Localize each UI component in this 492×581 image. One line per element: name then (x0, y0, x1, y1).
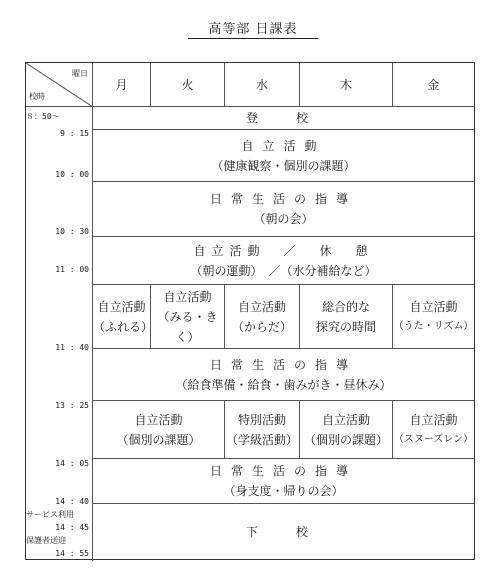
block3-thu (300, 285, 393, 349)
daily-life-row-1 (93, 182, 474, 237)
jiritsu-rest-row (93, 237, 474, 285)
block3-wed (225, 285, 300, 349)
day-header-fri: 金 (393, 63, 474, 107)
time-1100: 11 : 00 (55, 265, 89, 274)
daily-life-row-3-title: 日常生活の指導 (209, 464, 357, 478)
guardian-label: 保護者送迎 (26, 536, 66, 545)
daily-life-row-2-title: 日常生活の指導 (209, 357, 357, 372)
corner-day-label: 曜日 (72, 69, 88, 78)
daily-life-row-1-sub: （朝の会） (253, 212, 314, 226)
jiritsu-row-1 (93, 130, 474, 182)
departure-row: 下 校 (245, 524, 321, 539)
block5-wed-line2: （学級活動） (225, 432, 298, 447)
daily-life-row-3 (93, 459, 474, 504)
page-title: 高等部 日課表 (188, 18, 318, 39)
block3-tue-line1: 自立活動 (163, 289, 212, 304)
block5-wed-line1: 特別活動 (237, 412, 286, 427)
block3-mon-line1: 自立活動 (97, 299, 146, 314)
block3-thu-line2: 探究の時間 (315, 319, 376, 334)
block3-tue-line2: （みる・きく） (157, 309, 218, 344)
day-header-mon: 月 (93, 63, 151, 107)
time-1140: 11 : 40 (55, 343, 89, 352)
block5-mon-tue-line1: 自立活動 (134, 412, 183, 427)
daily-life-row-2-sub: （給食準備・給食・歯みがき・昼休み） (175, 377, 392, 392)
time-column (26, 107, 93, 561)
daily-life-row-3-sub: （身支度・帰りの会） (223, 484, 344, 498)
time-0850: ８：50～ (26, 112, 60, 121)
time-1455: 14 : 55 (55, 549, 89, 558)
daily-life-row-2 (93, 349, 474, 401)
block3-wed-line2: （からだ） (231, 319, 292, 334)
day-header-thu: 木 (300, 63, 393, 107)
block5-fri-line1: 自立活動 (409, 412, 458, 427)
block3-tue (151, 285, 225, 349)
block3-mon (93, 285, 154, 349)
schedule-table (25, 62, 475, 560)
day-header-wed: 水 (225, 63, 300, 107)
jiritsu-row-1-title: 自立活動 (241, 138, 326, 153)
arrival-row: 登 校 (93, 107, 474, 130)
time-1440: 14 : 40 (55, 497, 89, 506)
jiritsu-row-1-sub: （健康観察・個別の課題） (211, 158, 356, 173)
time-1000: 10 : 00 (55, 170, 89, 179)
block5-fri-line2: （スヌーズレン） (393, 433, 474, 445)
service-label: サービス利用 (26, 510, 74, 519)
block3-wed-line1: 自立活動 (237, 299, 286, 314)
time-0915: 9 : 15 (60, 129, 89, 138)
daily-life-row-1-title: 日常生活の指導 (209, 192, 357, 206)
block5-mon-tue (93, 401, 225, 459)
time-1030: 10 : 30 (55, 227, 89, 236)
block5-mon-tue-line2: （個別の課題） (116, 432, 201, 447)
jiritsu-rest-title: 自立活動 ／ 休 憩 (193, 243, 374, 258)
time-1445: 14 : 45 (55, 523, 89, 532)
block3-fri-line2: （うた・リズム） (393, 320, 474, 332)
block3-thu-line1: 総合的な (321, 299, 370, 314)
block3-fri (393, 285, 474, 349)
block5-thu-line1: 自立活動 (321, 412, 370, 427)
block3-mon-line2: （ふれる） (93, 319, 154, 334)
block5-thu-line2: （個別の課題） (303, 432, 388, 447)
block5-thu (300, 401, 393, 459)
block5-wed (225, 401, 300, 459)
time-1325: 13 : 25 (55, 401, 89, 410)
day-header-tue: 火 (151, 63, 225, 107)
block3-fri-line1: 自立活動 (409, 299, 458, 314)
jiritsu-rest-sub: （朝の運動） ／（水分補給など） (190, 263, 377, 278)
block5-fri (393, 401, 474, 459)
corner-period-label: 校時 (29, 92, 45, 101)
header-corner (26, 63, 93, 107)
time-1405: 14 : 05 (55, 459, 89, 468)
